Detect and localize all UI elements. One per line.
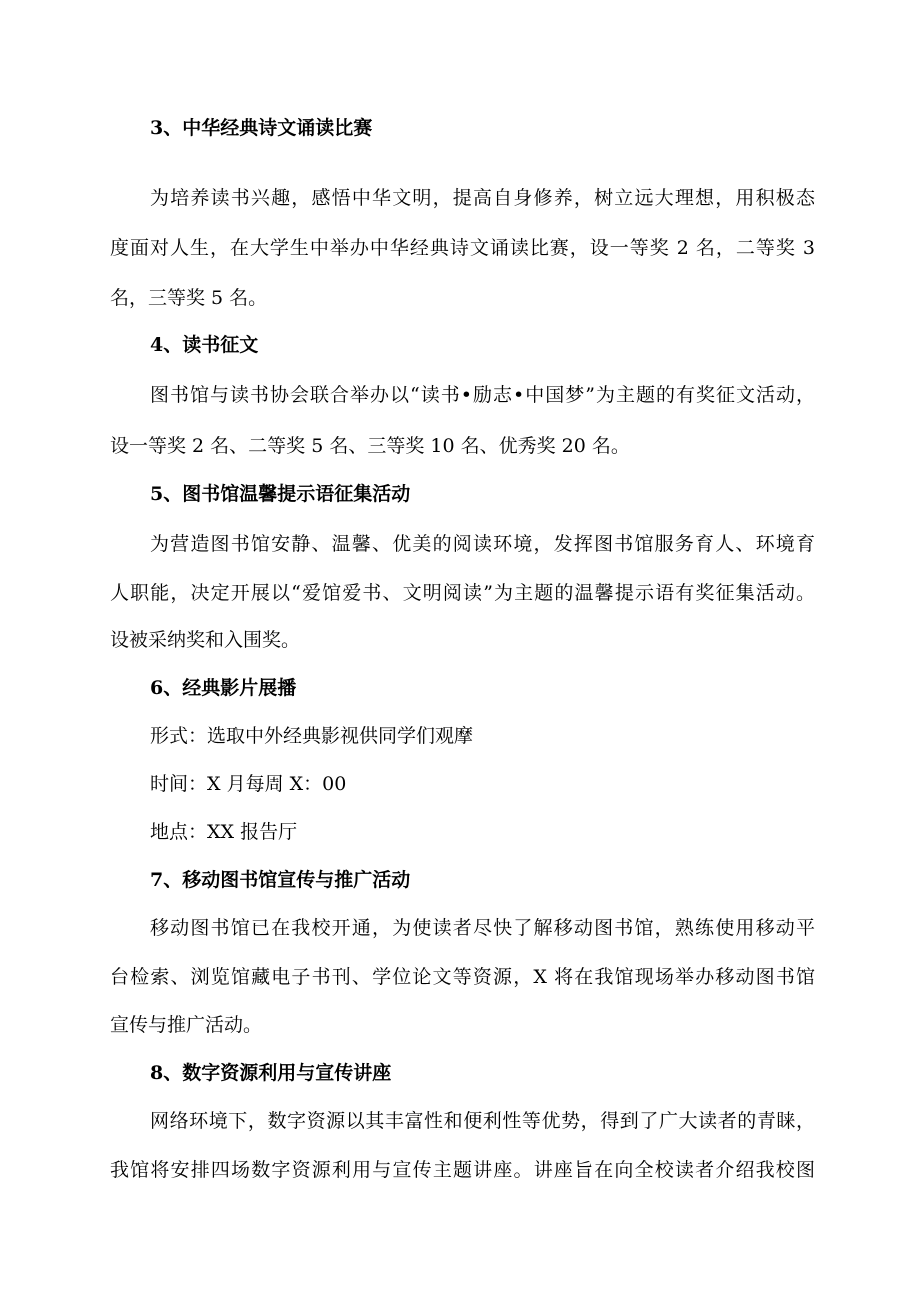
paragraph-line: 移动图书馆已在我校开通，为使读者尽快了解移动图书馆，熟练使用移动平 <box>150 917 815 939</box>
paragraph-line: 为培养读书兴趣，感悟中华文明，提高自身修养，树立远大理想，用积极态 <box>150 187 815 209</box>
section-heading-8: 8、数字资源利用与宣传讲座 <box>150 1062 392 1084</box>
paragraph-line: 为营造图书馆安静、温馨、优美的阅读环境，发挥图书馆服务育人、环境育 <box>150 533 815 555</box>
section-heading-3: 3、中华经典诗文诵读比赛 <box>150 117 373 139</box>
paragraph-line: 设一等奖 2 名、二等奖 5 名、三等奖 10 名、优秀奖 20 名。 <box>110 435 630 457</box>
paragraph-line: 网络环境下，数字资源以其丰富性和便利性等优势，得到了广大读者的青睐， <box>150 1110 815 1132</box>
section-heading-6: 6、经典影片展播 <box>150 677 297 699</box>
paragraph-line: 我馆将安排四场数字资源利用与宣传主题讲座。讲座旨在向全校读者介绍我校图 <box>110 1159 815 1181</box>
paragraph-line: 度面对人生，在大学生中举办中华经典诗文诵读比赛，设一等奖 2 名，二等奖 3 <box>110 237 815 259</box>
film-time-line: 时间：X 月每周 X：00 <box>150 773 347 795</box>
paragraph-line: 图书馆与读书协会联合举办以“读书•励志•中国梦”为主题的有奖征文活动， <box>150 384 815 406</box>
paragraph-line: 人职能，决定开展以“爱馆爱书、文明阅读”为主题的温馨提示语有奖征集活动。 <box>110 582 815 604</box>
section-heading-4: 4、读书征文 <box>150 334 259 356</box>
paragraph-line: 宣传与推广活动。 <box>110 1014 263 1036</box>
paragraph-line: 台检索、浏览馆藏电子书刊、学位论文等资源，X 将在我馆现场举办移动图书馆 <box>110 966 815 988</box>
film-form-line: 形式：选取中外经典影视供同学们观摩 <box>150 725 474 747</box>
paragraph-line: 设被采纳奖和入围奖。 <box>110 629 301 651</box>
section-heading-7: 7、移动图书馆宣传与推广活动 <box>150 869 411 891</box>
paragraph-line: 名，三等奖 5 名。 <box>110 287 268 309</box>
section-heading-5: 5、图书馆温馨提示语征集活动 <box>150 483 411 505</box>
film-place-line: 地点：XX 报告厅 <box>150 821 298 843</box>
